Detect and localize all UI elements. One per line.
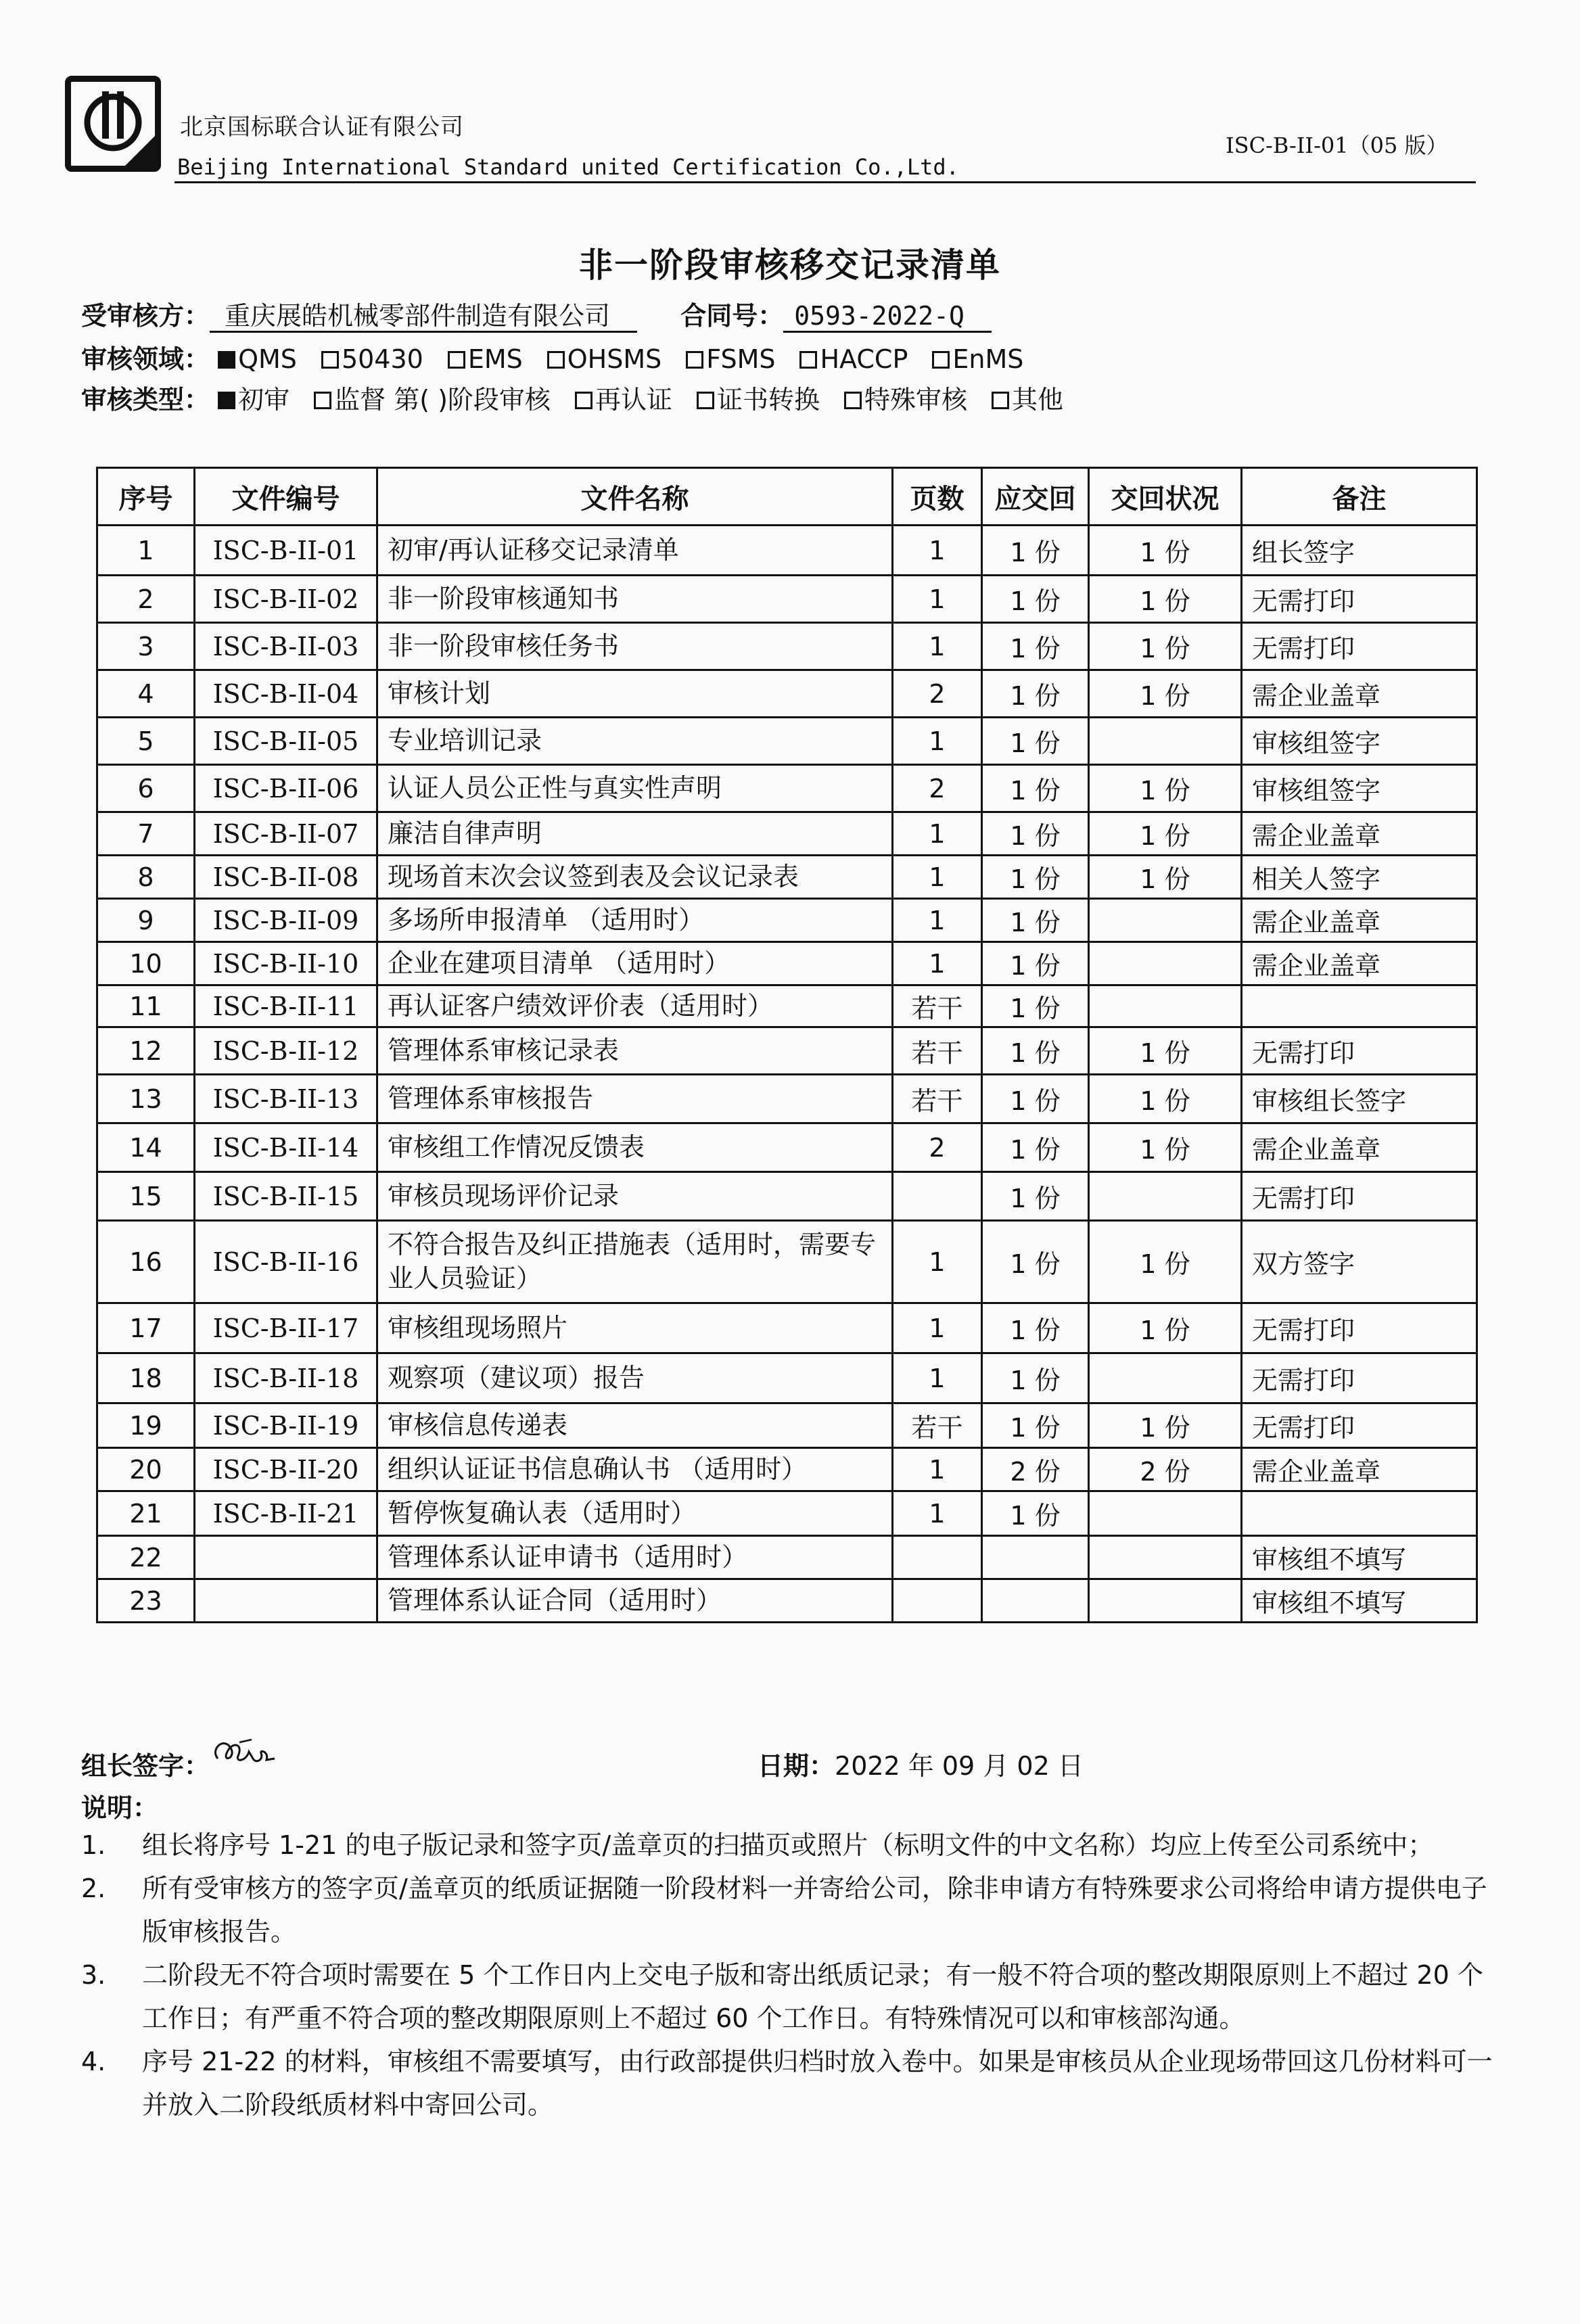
returned-status-cell — [1089, 985, 1242, 1027]
file-name-cell: 审核计划 — [377, 670, 893, 718]
audit-domain-option — [321, 344, 423, 374]
page-count-cell: 1 — [893, 1303, 982, 1353]
unchecked-box-icon[interactable] — [547, 351, 565, 369]
file-code-cell: ISC-B-II-09 — [195, 899, 377, 942]
returned-status-cell: 2 份 — [1089, 1448, 1242, 1491]
page-count-cell: 1 — [893, 526, 982, 576]
table-row — [97, 1353, 1477, 1403]
table-row — [97, 670, 1477, 718]
header-divider — [175, 181, 1476, 183]
note-item — [81, 1823, 1495, 1867]
remark-cell: 审核组签字 — [1242, 765, 1477, 812]
due-count-cell: 1 份 — [982, 1303, 1089, 1353]
returned-status-cell — [1089, 1491, 1242, 1536]
audit-type-options — [218, 385, 1088, 415]
table-row — [97, 1123, 1477, 1172]
returned-status-cell: 1 份 — [1089, 1303, 1242, 1353]
unchecked-box-icon[interactable] — [686, 351, 703, 369]
page-count-cell: 1 — [893, 942, 982, 985]
audit-domain-option-label: HACCP — [820, 344, 908, 374]
remark-cell — [1242, 1491, 1477, 1536]
returned-status-cell: 1 份 — [1089, 1403, 1242, 1448]
audit-type-option — [992, 385, 1063, 415]
file-name-cell: 非一阶段审核通知书 — [377, 576, 893, 623]
remark-cell: 需企业盖章 — [1242, 812, 1477, 856]
audit-type-option-label: 再认证 — [595, 385, 672, 415]
remark-cell: 无需打印 — [1242, 1172, 1477, 1221]
due-count-cell: 1 份 — [982, 1027, 1089, 1075]
unchecked-box-icon[interactable] — [575, 392, 592, 409]
notes-list — [81, 1823, 1495, 2127]
returned-status-cell — [1089, 718, 1242, 765]
row-number-cell: 19 — [97, 1403, 195, 1448]
file-name-cell: 审核组现场照片 — [377, 1303, 893, 1353]
note-text: 二阶段无不符合项时需要在 5 个工作日内上交电子版和寄出纸质记录；有一般不符合项的整改期限原则上不超过 20 个工作日；有严重不符合项的整改期限原则上不超过 60 个工作日。有特殊情况可以和审核部沟通。 — [142, 1960, 1483, 2033]
remark-cell — [1242, 985, 1477, 1027]
note-number: 1. — [81, 1830, 106, 1860]
due-count-cell: 1 份 — [982, 812, 1089, 856]
page-count-cell: 若干 — [893, 1027, 982, 1075]
auditee-label: 受审核方： — [81, 301, 210, 331]
table-row — [97, 526, 1477, 576]
due-count-cell: 1 份 — [982, 1075, 1089, 1123]
row-number-cell: 15 — [97, 1172, 195, 1221]
audit-type-option-label: 特殊审核 — [864, 385, 967, 415]
due-count-cell: 1 份 — [982, 1221, 1089, 1303]
row-number-cell: 13 — [97, 1075, 195, 1123]
table-row — [97, 1303, 1477, 1353]
note-text: 所有受审核方的签字页/盖章页的纸质证据随一阶段材料一并寄给公司，除非申请方有特殊要求公司将给申请方提供电子版审核报告。 — [142, 1874, 1487, 1947]
audit-domain-option — [932, 344, 1023, 374]
table-row — [97, 1075, 1477, 1123]
unchecked-box-icon[interactable] — [697, 392, 714, 409]
remark-cell: 组长签字 — [1242, 526, 1477, 576]
header-no: 序号 — [97, 468, 195, 526]
file-code-cell: ISC-B-II-02 — [195, 576, 377, 623]
page-count-cell: 若干 — [893, 1075, 982, 1123]
unchecked-box-icon[interactable] — [992, 392, 1009, 409]
file-code-cell: ISC-B-II-01 — [195, 526, 377, 576]
returned-status-cell: 1 份 — [1089, 1027, 1242, 1075]
due-count-cell: 1 份 — [982, 623, 1089, 670]
file-name-cell: 企业在建项目清单 （适用时） — [377, 942, 893, 985]
page-count-cell: 1 — [893, 856, 982, 899]
file-code-cell: ISC-B-II-19 — [195, 1403, 377, 1448]
returned-status-cell: 1 份 — [1089, 765, 1242, 812]
table-row — [97, 812, 1477, 856]
due-count-cell: 1 份 — [982, 1123, 1089, 1172]
table-row — [97, 899, 1477, 942]
row-number-cell: 12 — [97, 1027, 195, 1075]
file-name-cell: 组织认证证书信息确认书 （适用时） — [377, 1448, 893, 1491]
date-value: 2022 年 09 月 02 日 — [835, 1751, 1084, 1781]
table-row — [97, 1027, 1477, 1075]
file-code-cell: ISC-B-II-03 — [195, 623, 377, 670]
audit-domain-label: 审核领域： — [81, 344, 210, 374]
header-code: 文件编号 — [195, 468, 377, 526]
audit-type-option — [697, 385, 820, 415]
file-name-cell: 管理体系认证申请书（适用时） — [377, 1536, 893, 1579]
remark-cell: 双方签字 — [1242, 1221, 1477, 1303]
file-code-cell: ISC-B-II-20 — [195, 1448, 377, 1491]
row-number-cell: 23 — [97, 1579, 195, 1623]
due-count-cell: 1 份 — [982, 985, 1089, 1027]
audit-domain-option-label: QMS — [238, 344, 297, 374]
page-count-cell: 1 — [893, 718, 982, 765]
row-number-cell: 22 — [97, 1536, 195, 1579]
row-number-cell: 7 — [97, 812, 195, 856]
form-code: ISC-B-II-01（05 版） — [1226, 133, 1448, 158]
audit-type-option — [314, 385, 551, 415]
row-number-cell: 6 — [97, 765, 195, 812]
unchecked-box-icon[interactable] — [844, 392, 862, 409]
audit-type-option-label: 监督 第( )阶段审核 — [334, 385, 551, 415]
row-number-cell: 14 — [97, 1123, 195, 1172]
file-name-cell: 审核员现场评价记录 — [377, 1172, 893, 1221]
row-number-cell: 4 — [97, 670, 195, 718]
returned-status-cell: 1 份 — [1089, 1123, 1242, 1172]
returned-status-cell — [1089, 1579, 1242, 1623]
audit-domain-option-label: 50430 — [341, 344, 423, 374]
due-count-cell: 1 份 — [982, 718, 1089, 765]
file-name-cell: 管理体系审核报告 — [377, 1075, 893, 1123]
table-row — [97, 1172, 1477, 1221]
due-count-cell: 1 份 — [982, 1353, 1089, 1403]
page-count-cell: 1 — [893, 899, 982, 942]
audit-type-option-label: 初审 — [238, 385, 290, 415]
due-count-cell — [982, 1536, 1089, 1579]
remark-cell: 审核组签字 — [1242, 718, 1477, 765]
audit-domain-option-label: OHSMS — [567, 344, 662, 374]
note-number: 3. — [81, 1960, 106, 1990]
remark-cell: 无需打印 — [1242, 623, 1477, 670]
file-code-cell: ISC-B-II-07 — [195, 812, 377, 856]
contract-value: 0593-2022-Q — [783, 301, 992, 333]
table-row — [97, 1448, 1477, 1491]
audit-domain-option — [686, 344, 775, 374]
remark-cell: 需企业盖章 — [1242, 899, 1477, 942]
note-text: 组长将序号 1-21 的电子版记录和签字页/盖章页的扫描页或照片（标明文件的中文名称）均应上传至公司系统中； — [142, 1830, 1434, 1860]
file-code-cell: ISC-B-II-05 — [195, 718, 377, 765]
unchecked-box-icon[interactable] — [932, 351, 950, 369]
table-row — [97, 576, 1477, 623]
table-row — [97, 623, 1477, 670]
audit-domain-option — [448, 344, 523, 374]
file-name-cell: 认证人员公正性与真实性声明 — [377, 765, 893, 812]
audit-type-option-label: 其他 — [1011, 385, 1063, 415]
note-item — [81, 1953, 1495, 2040]
file-name-cell: 多场所申报清单 （适用时） — [377, 899, 893, 942]
file-code-cell: ISC-B-II-10 — [195, 942, 377, 985]
file-code-cell: ISC-B-II-17 — [195, 1303, 377, 1353]
remark-cell: 无需打印 — [1242, 1027, 1477, 1075]
header-name: 文件名称 — [377, 468, 893, 526]
note-item — [81, 2040, 1495, 2127]
file-name-cell: 廉洁自律声明 — [377, 812, 893, 856]
file-code-cell: ISC-B-II-16 — [195, 1221, 377, 1303]
returned-status-cell: 1 份 — [1089, 670, 1242, 718]
file-name-cell: 专业培训记录 — [377, 718, 893, 765]
header-pages: 页数 — [893, 468, 982, 526]
remark-cell: 需企业盖章 — [1242, 1123, 1477, 1172]
returned-status-cell — [1089, 1172, 1242, 1221]
remark-cell: 相关人签字 — [1242, 856, 1477, 899]
table-row — [97, 765, 1477, 812]
file-code-cell: ISC-B-II-13 — [195, 1075, 377, 1123]
due-count-cell: 1 份 — [982, 526, 1089, 576]
due-count-cell: 2 份 — [982, 1448, 1089, 1491]
table-row — [97, 1221, 1477, 1303]
due-count-cell: 1 份 — [982, 765, 1089, 812]
audit-domain-option — [547, 344, 662, 374]
checked-box-icon[interactable] — [218, 392, 235, 409]
row-number-cell: 21 — [97, 1491, 195, 1536]
due-count-cell: 1 份 — [982, 942, 1089, 985]
due-count-cell: 1 份 — [982, 670, 1089, 718]
returned-status-cell — [1089, 942, 1242, 985]
checked-box-icon[interactable] — [218, 351, 235, 369]
page-count-cell — [893, 1579, 982, 1623]
file-name-cell: 不符合报告及纠正措施表（适用时，需要专业人员验证） — [377, 1221, 893, 1303]
company-logo — [65, 76, 161, 172]
remark-cell: 无需打印 — [1242, 1303, 1477, 1353]
due-count-cell: 1 份 — [982, 1491, 1089, 1536]
table-row — [97, 856, 1477, 899]
file-name-cell: 现场首末次会议签到表及会议记录表 — [377, 856, 893, 899]
file-code-cell: ISC-B-II-11 — [195, 985, 377, 1027]
page-count-cell: 1 — [893, 1353, 982, 1403]
audit-domain-options — [218, 344, 1048, 374]
note-number: 4. — [81, 2047, 106, 2076]
table-row — [97, 1579, 1477, 1623]
audit-domain-option-label: FSMS — [706, 344, 776, 374]
row-number-cell: 16 — [97, 1221, 195, 1303]
row-number-cell: 10 — [97, 942, 195, 985]
returned-status-cell: 1 份 — [1089, 812, 1242, 856]
document-title: 非一阶段审核移交记录清单 — [579, 246, 1001, 285]
remark-cell: 需企业盖章 — [1242, 670, 1477, 718]
header-due: 应交回 — [982, 468, 1089, 526]
row-number-cell: 1 — [97, 526, 195, 576]
file-code-cell: ISC-B-II-15 — [195, 1172, 377, 1221]
contract-label: 合同号： — [680, 301, 784, 331]
table-header-row — [97, 468, 1477, 526]
unchecked-box-icon[interactable] — [448, 351, 465, 369]
remark-cell: 审核组长签字 — [1242, 1075, 1477, 1123]
remark-cell: 无需打印 — [1242, 1403, 1477, 1448]
file-code-cell: ISC-B-II-21 — [195, 1491, 377, 1536]
audit-type-option — [575, 385, 672, 415]
table-row — [97, 942, 1477, 985]
audit-type-option-label: 证书转换 — [716, 385, 820, 415]
audit-type-label: 审核类型： — [81, 385, 210, 415]
remark-cell: 审核组不填写 — [1242, 1536, 1477, 1579]
page-count-cell: 2 — [893, 1123, 982, 1172]
file-name-cell: 审核组工作情况反馈表 — [377, 1123, 893, 1172]
note-text: 序号 21-22 的材料，审核组不需要填写，由行政部提供归档时放入卷中。如果是审核员从企业现场带回这几份材料可一并放入二阶段纸质材料中寄回公司。 — [142, 2047, 1493, 2120]
file-code-cell — [195, 1536, 377, 1579]
audit-domain-option — [218, 344, 297, 374]
page-count-cell: 1 — [893, 1221, 982, 1303]
company-name-en: Beijing International Standard united Certification Co.,Ltd. — [177, 154, 959, 180]
audit-domain-option — [799, 344, 908, 374]
returned-status-cell — [1089, 899, 1242, 942]
due-count-cell: 1 份 — [982, 899, 1089, 942]
row-number-cell: 9 — [97, 899, 195, 942]
leader-signature-label: 组长签字： — [81, 1751, 210, 1781]
file-name-cell: 暂停恢复确认表（适用时） — [377, 1491, 893, 1536]
file-name-cell: 非一阶段审核任务书 — [377, 623, 893, 670]
page-count-cell: 2 — [893, 765, 982, 812]
due-count-cell: 1 份 — [982, 1172, 1089, 1221]
returned-status-cell: 1 份 — [1089, 576, 1242, 623]
row-number-cell: 17 — [97, 1303, 195, 1353]
row-number-cell: 11 — [97, 985, 195, 1027]
header-returned: 交回状况 — [1089, 468, 1242, 526]
audit-type-option — [844, 385, 967, 415]
unchecked-box-icon[interactable] — [314, 392, 331, 409]
file-name-cell: 再认证客户绩效评价表（适用时） — [377, 985, 893, 1027]
date-line — [758, 1745, 1084, 1782]
company-name-cn: 北京国标联合认证有限公司 — [180, 114, 464, 141]
row-number-cell: 8 — [97, 856, 195, 899]
note-item — [81, 1867, 1495, 1953]
page-count-cell: 2 — [893, 670, 982, 718]
due-count-cell: 1 份 — [982, 856, 1089, 899]
audit-type-line — [81, 379, 1088, 416]
file-name-cell: 管理体系审核记录表 — [377, 1027, 893, 1075]
file-name-cell: 初审/再认证移交记录清单 — [377, 526, 893, 576]
file-name-cell: 审核信息传递表 — [377, 1403, 893, 1448]
row-number-cell: 20 — [97, 1448, 195, 1491]
returned-status-cell: 1 份 — [1089, 623, 1242, 670]
returned-status-cell: 1 份 — [1089, 856, 1242, 899]
audit-domain-line — [81, 338, 1048, 375]
file-code-cell — [195, 1579, 377, 1623]
page-count-cell: 若干 — [893, 1403, 982, 1448]
header-remark: 备注 — [1242, 468, 1477, 526]
returned-status-cell: 1 份 — [1089, 526, 1242, 576]
returned-status-cell: 1 份 — [1089, 1075, 1242, 1123]
row-number-cell: 18 — [97, 1353, 195, 1403]
auditee-value: 重庆展皓机械零部件制造有限公司 — [210, 301, 637, 333]
auditee-line — [81, 295, 992, 332]
returned-status-cell: 1 份 — [1089, 1221, 1242, 1303]
page-count-cell: 1 — [893, 623, 982, 670]
notes-heading: 说明： — [81, 1793, 159, 1823]
transfer-records-table — [96, 467, 1478, 1623]
file-code-cell: ISC-B-II-06 — [195, 765, 377, 812]
remark-cell: 无需打印 — [1242, 576, 1477, 623]
table-row — [97, 1403, 1477, 1448]
file-code-cell: ISC-B-II-08 — [195, 856, 377, 899]
file-name-cell: 管理体系认证合同（适用时） — [377, 1579, 893, 1623]
file-code-cell: ISC-B-II-04 — [195, 670, 377, 718]
page-count-cell — [893, 1172, 982, 1221]
table-row — [97, 1491, 1477, 1536]
page-count-cell: 若干 — [893, 985, 982, 1027]
page-count-cell: 1 — [893, 576, 982, 623]
remark-cell: 需企业盖章 — [1242, 942, 1477, 985]
note-number: 2. — [81, 1874, 106, 1903]
page-count-cell: 1 — [893, 812, 982, 856]
file-code-cell: ISC-B-II-18 — [195, 1353, 377, 1403]
logo-emblem-icon — [71, 82, 155, 166]
file-code-cell: ISC-B-II-12 — [195, 1027, 377, 1075]
date-label: 日期： — [758, 1751, 835, 1781]
table-row — [97, 985, 1477, 1027]
table-row — [97, 1536, 1477, 1579]
table-row — [97, 718, 1477, 765]
returned-status-cell — [1089, 1536, 1242, 1579]
audit-type-option — [218, 385, 289, 415]
unchecked-box-icon[interactable] — [321, 351, 339, 369]
due-count-cell: 1 份 — [982, 1403, 1089, 1448]
page-count-cell: 1 — [893, 1448, 982, 1491]
page-count-cell — [893, 1536, 982, 1579]
row-number-cell: 3 — [97, 623, 195, 670]
row-number-cell: 5 — [97, 718, 195, 765]
page-count-cell: 1 — [893, 1491, 982, 1536]
remark-cell: 审核组不填写 — [1242, 1579, 1477, 1623]
remark-cell: 无需打印 — [1242, 1353, 1477, 1403]
audit-domain-option-label: EMS — [467, 344, 523, 374]
due-count-cell — [982, 1579, 1089, 1623]
unchecked-box-icon[interactable] — [799, 351, 817, 369]
returned-status-cell — [1089, 1353, 1242, 1403]
remark-cell: 需企业盖章 — [1242, 1448, 1477, 1491]
file-code-cell: ISC-B-II-14 — [195, 1123, 377, 1172]
file-name-cell: 观察项（建议项）报告 — [377, 1353, 893, 1403]
due-count-cell: 1 份 — [982, 576, 1089, 623]
row-number-cell: 2 — [97, 576, 195, 623]
leader-signature-image — [204, 1729, 285, 1776]
audit-domain-option-label: EnMS — [952, 344, 1024, 374]
